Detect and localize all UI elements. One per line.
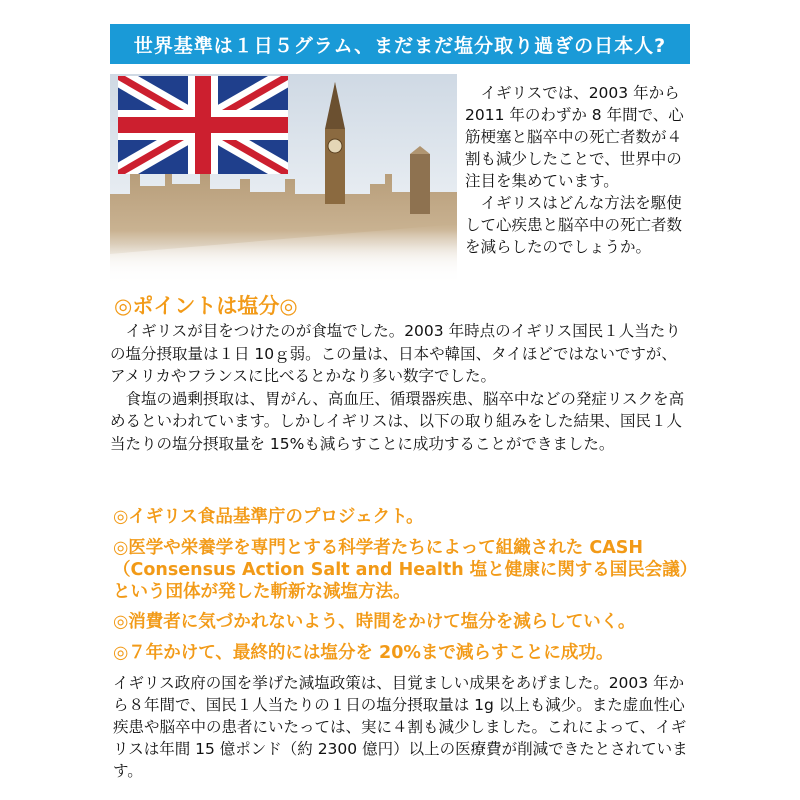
highlight-item: ◎医学や栄養学を専門とする科学者たちによって組織された CASH（Consensus Action Salt and Health 塩と健康に関する国民会議）という団体が発した斬新な減塩方法。 (113, 538, 698, 602)
page-banner (110, 24, 690, 64)
intro-paragraph: イギリスでは、2003 年から 2011 年のわずか 8 年間で、心筋梗塞と脳卒中の死亡者数が４割も減少したことで、世界中の注目を集めています。 (465, 84, 684, 190)
body-paragraph: 食塩の過剰摂取は、胃がん、高血圧、循環器疾患、脳卒中などの発症リスクを高めるといわれています。しかしイギリスは、以下の取り組みをした結果、国民１人当たりの塩分摂取量を 15%も減らすことに成功することができました。 (110, 389, 685, 453)
section-heading: ◎ポイントは塩分◎ (114, 294, 298, 318)
union-jack-big-ben-image (110, 74, 457, 294)
banner-title: 世界基準は１日５グラム、まだまだ塩分取り過ぎの日本人? (133, 34, 667, 57)
highlight-item: ◎消費者に気づかれないよう、時間をかけて塩分を減らしていく。 (113, 612, 636, 632)
intro-paragraph: イギリスはどんな方法を駆使して心疾患と脳卒中の死亡者数を減らしたのでしょうか。 (465, 194, 683, 256)
london-photo (110, 74, 457, 294)
highlight-item: ◎７年かけて、最終的には塩分を 20%まで減らすことに成功。 (113, 643, 614, 663)
body-text (110, 320, 692, 455)
highlight-item: ◎イギリス食品基準庁のプロジェクト。 (113, 507, 424, 527)
summary-text: イギリス政府の国を挙げた減塩政策は、目覚ましい成果をあげました。2003 年から８年間で、国民１人当たりの１日の塩分摂取量は 1g 以上も減少。また虚血性心疾患や脳卒中の患者にいたっては、実に４割も減少しました。これによって、イギリスは年間 15 億ポンド（約 2300 億円）以上の医療費が削減できたとされています。 (113, 674, 688, 780)
intro-text (465, 82, 693, 258)
highlight-list (113, 506, 703, 673)
body-paragraph: イギリスが目をつけたのが食塩でした。2003 年時点のイギリス国民１人当たりの塩分摂取量は１日 10ｇ弱。この量は、日本や韓国、タイほどではないですが、アメリカやフランスに比べるとかなり多い数字でした。 (110, 322, 681, 385)
